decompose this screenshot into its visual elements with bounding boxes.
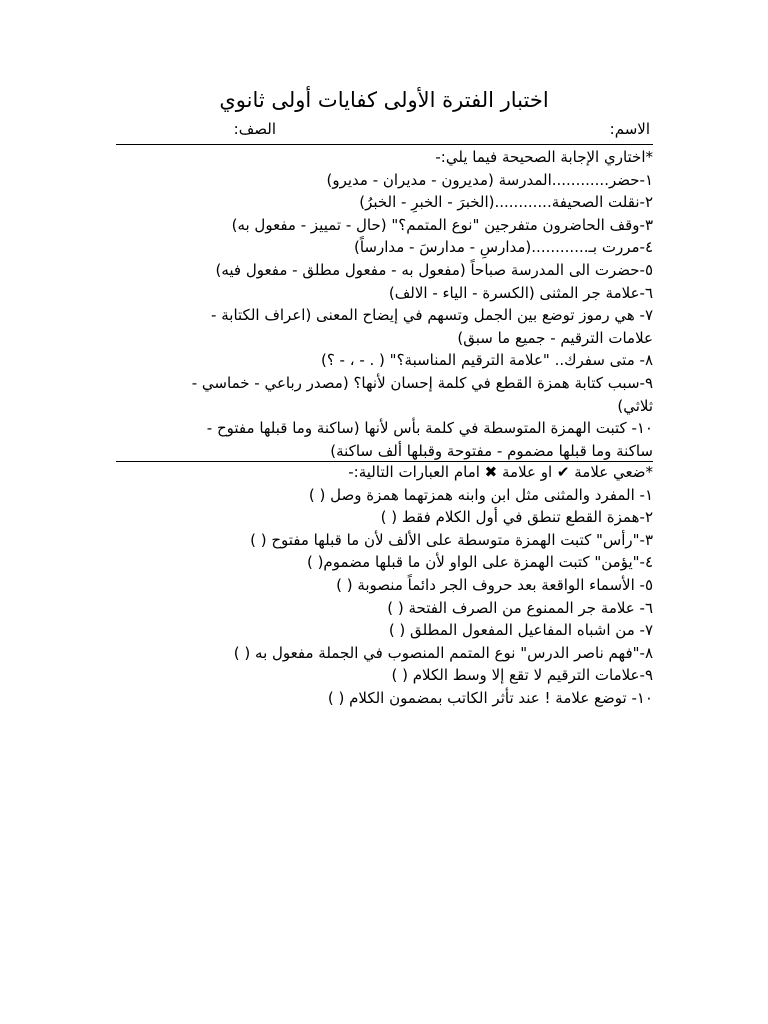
class-label: الصف: <box>233 120 276 138</box>
question-4: ٤-مررت بـ............(مدارسِ - مدارسَ - مدارساً) <box>353 238 653 257</box>
question-9-line-1: ٩-سبب كتابة همزة القطع في كلمة إحسان لأنها؟ (مصدر رباعي - خماسي - <box>191 373 653 392</box>
statement-9: ٩-علامات الترقيم لا تقع إلا وسط الكلام ( ) <box>391 666 653 685</box>
statement-3: ٣-"رأس" كتبت الهمزة متوسطة على الألف لأن ما قبلها مفتوح ( ) <box>250 530 653 549</box>
question-9-line-2: ثلاثي) <box>617 396 653 415</box>
question-1: ١-حضر............المدرسة (مديرون - مديران - مديرو) <box>326 170 653 189</box>
statement-4: ٤-"يؤمن" كتبت الهمزة على الواو لأن ما قبلها مضموم( ) <box>306 553 653 572</box>
question-6: ٦-علامة جر المثنى (الكسرة - الياء - الالف) <box>388 283 653 302</box>
question-5: ٥-حضرت الى المدرسة صباحاً (مفعول به - مفعول مطلق - مفعول فيه) <box>215 260 653 279</box>
question-10-line-2: ساكنة وما قبلها مضموم - مفتوحة وقبلها ألف ساكنة) <box>330 441 653 460</box>
divider-top <box>116 144 653 145</box>
section1-instruction: *اختاري الإجابة الصحيحة فيما يلي:- <box>435 148 653 166</box>
question-2: ٢-نقلت الصحيفة............(الخبرَ - الخبرِ - الخبرُ) <box>359 193 653 212</box>
section2-instruction: *ضعي علامة ✔ او علامة ✖ امام العبارات التالية:- <box>348 463 653 481</box>
section-true-false <box>110 461 653 710</box>
statement-2: ٢-همزة القطع تنطق في أول الكلام فقط ( ) <box>380 508 653 527</box>
exam-title: اختبار الفترة الأولى كفايات أولى ثانوي <box>219 88 549 112</box>
statement-1: ١- المفرد والمثنى مثل ابن وابنه همزتهما همزة وصل ( ) <box>308 485 653 504</box>
question-8: ٨- متى سفرك.. "علامة الترقيم المناسبة؟" ( . - ، - ؟) <box>320 351 653 370</box>
statement-7: ٧- من اشباه المفاعيل المفعول المطلق ( ) <box>388 621 653 640</box>
question-3: ٣-وقف الحاضرون متفرجين "نوع المتمم؟" (حال - تمييز - مفعول به) <box>231 215 653 234</box>
section-multiple-choice <box>110 146 653 462</box>
statement-8: ٨-"فهم ناصر الدرس" نوع المتمم المنصوب في الجملة مفعول به ( ) <box>233 643 653 662</box>
student-info-row <box>0 120 768 142</box>
question-10-line-1: ١٠- كتبت الهمزة المتوسطة في كلمة بأس لأنها (ساكنة وما قبلها مفتوح - <box>206 419 653 438</box>
statement-6: ٦- علامة جر الممنوع من الصرف الفتحة ( ) <box>387 598 653 617</box>
statement-10: ١٠- توضع علامة ! عند تأثر الكاتب بمضمون الكلام ( ) <box>327 688 653 707</box>
question-7-line-1: ٧- هي رموز توضع بين الجمل وتسهم في إيضاح المعنى (اعراف الكتابة - <box>211 306 653 325</box>
question-7-line-2: علامات الترقيم - جميع ما سبق) <box>457 328 653 347</box>
statement-5: ٥- الأسماء الواقعة بعد حروف الجر دائماً منصوبة ( ) <box>336 575 653 594</box>
name-label: الاسم: <box>609 120 650 138</box>
